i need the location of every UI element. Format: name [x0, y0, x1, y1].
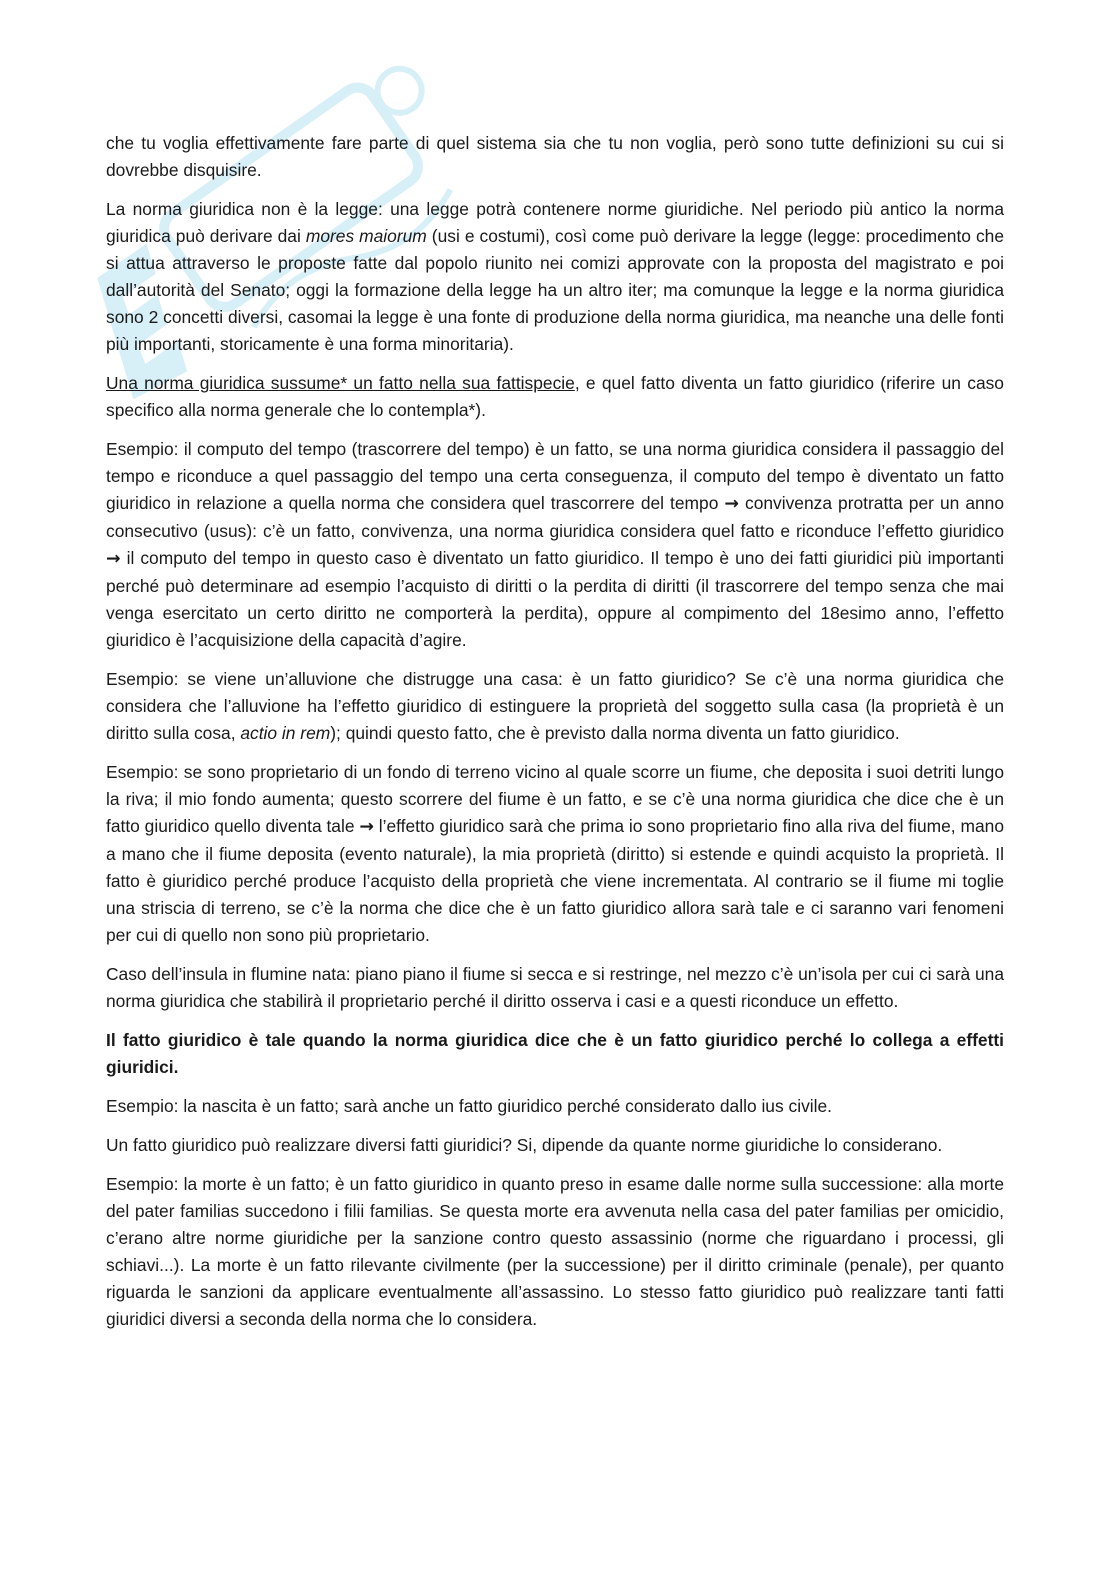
paragraph-4-text: Esempio: il computo del tempo (trascorrere del tempo) è un fatto, se una norma giuridica considera il passaggio del tempo e riconduce a quel passaggio del tempo una certa conseguenza, il computo del tempo è diventato un fatto giuridico in relazione a quella norma che considera quel trascorrere del tempo	[106, 439, 1004, 513]
paragraph-11-text: Esempio: la morte è un fatto; è un fatto giuridico in quanto preso in esame dalle norme sulla successione: alla morte del pater familias succedono i filii familias. Se questa morte era avvenuta nella casa del pater familias per omicidio, c’erano altre norme giuridiche per la sanzione contro questo assassinio (norme che riguardano i processi, gli schiavi...). La morte è un fatto rilevante civilmente (per la successione) per il diritto criminale (penale), per quanto riguarda le sanzioni da applicare eventualmente all’assassino. Lo stesso fatto giuridico può realizzare tanti fatti giuridici diversi a seconda della norma che lo considera.	[106, 1174, 1004, 1329]
paragraph-4-text-end: il computo del tempo in questo caso è diventato un fatto giuridico. Il tempo è uno dei fatti giuridici più importanti perché può determinare ad esempio l’acquisto di diritti o la perdita di diritti (il trascorrere del tempo senza che mai venga esercitato un certo diritto ne comporterà la perdita), oppure al compimento del 18esimo anno, l’effetto giuridico è l’acquisizione della capacità d’agire.	[106, 548, 1004, 650]
paragraph-10-text: Un fatto giuridico può realizzare diversi fatti giuridici? Si, dipende da quante norme giuridiche lo considerano.	[106, 1135, 943, 1155]
paragraph-8-text: Il fatto giuridico è tale quando la norma giuridica dice che è un fatto giuridico perché lo collega a effetti giuridici.	[106, 1030, 1004, 1077]
paragraph-6-text: Esempio: se sono proprietario di un fondo di terreno vicino al quale scorre un fiume, che deposita i suoi detriti lungo la riva; il mio fondo aumenta; questo scorrere del fiume è un fatto, e se c’è una norma giuridica che dice che è un fatto giuridico quello diventa tale	[106, 762, 1004, 836]
mores-maiorum-term: mores maiorum	[305, 226, 427, 246]
document-page	[106, 130, 1004, 1345]
arrow-right-icon: →	[359, 817, 374, 837]
arrow-right-icon: →	[106, 549, 121, 569]
paragraph-5-text-continued: ); quindi questo fatto, che è previsto dalla norma diventa un fatto giuridico.	[330, 723, 900, 743]
paragraph-6	[106, 759, 1004, 949]
paragraph-1	[106, 130, 1004, 184]
paragraph-2	[106, 196, 1004, 358]
paragraph-4-text-continued: convivenza protratta per un anno consecutivo (usus): c’è un fatto, convivenza, una norma giuridica considera quel fatto e riconduce l’effetto giuridico	[106, 493, 1005, 541]
paragraph-9-text: Esempio: la nascita è un fatto; sarà anche un fatto giuridico perché considerato dallo ius civile.	[106, 1096, 832, 1116]
paragraph-5	[106, 666, 1004, 747]
paragraph-11	[106, 1171, 1004, 1333]
paragraph-3-text: , e quel fatto diventa un fatto giuridico (riferire un caso specifico alla norma generale che lo contempla*).	[106, 373, 1004, 420]
paragraph-1-text: che tu voglia effettivamente fare parte di quel sistema sia che tu non voglia, però sono tutte definizioni su cui si dovrebbe disquisire.	[106, 133, 1004, 180]
paragraph-7-text: Caso dell’insula in flumine nata: piano piano il fiume si secca e si restringe, nel mezzo c’è un’isola per cui ci sarà una norma giuridica che stabilirà il proprietario perché il diritto osserva i casi e a questi riconduce un effetto.	[106, 964, 1005, 1011]
paragraph-2-text: La norma giuridica non è la legge: una legge potrà contenere norme giuridiche. Nel periodo più antico la norma giuridica può derivare dai	[106, 199, 1004, 246]
paragraph-10	[106, 1132, 1004, 1159]
paragraph-7	[106, 961, 1004, 1015]
arrow-right-icon: →	[724, 494, 739, 514]
paragraph-3	[106, 370, 1004, 424]
paragraph-9	[106, 1093, 1004, 1120]
actio-in-rem-term: actio in rem	[240, 723, 331, 743]
paragraph-2-text-continued: (usi e costumi), così come può derivare la legge (legge: procedimento che si attua attraverso le proposte fatte dal popolo riunito nei comizi approvate con la proposta del magistrato e poi dall’autorità del Senato; oggi la formazione della legge ha un altro iter; ma comunque la legge e la norma giuridica sono 2 concetti diversi, casomai la legge è una fonte di produzione della norma giuridica, ma neanche una delle fonti più importanti, storicamente è una forma minoritaria).	[106, 226, 1004, 354]
paragraph-8-bold-statement	[106, 1027, 1004, 1081]
paragraph-5-text: Esempio: se viene un’alluvione che distrugge una casa: è un fatto giuridico? Se c’è una norma giuridica che considera che l’alluvione ha l’effetto giuridico di estinguere la proprietà del soggetto sulla casa (la proprietà è un diritto sulla cosa,	[106, 669, 1004, 743]
paragraph-4	[106, 436, 1004, 654]
underlined-definition: Una norma giuridica sussume* un fatto nella sua fattispecie	[106, 373, 575, 393]
paragraph-6-text-continued: l’effetto giuridico sarà che prima io sono proprietario fino alla riva del fiume, mano a mano che il fiume deposita (evento naturale), la mia proprietà (diritto) si estende e quindi acquisto la proprietà. Il fatto è giuridico perché produce l’acquisto della proprietà che viene incrementata. Al contrario se il fiume mi toglie una striscia di terreno, se c’è la norma che dice che è un fatto giuridico allora sarà tale e ci saranno vari fenomeni per cui di quello non sono più proprietario.	[106, 816, 1004, 945]
